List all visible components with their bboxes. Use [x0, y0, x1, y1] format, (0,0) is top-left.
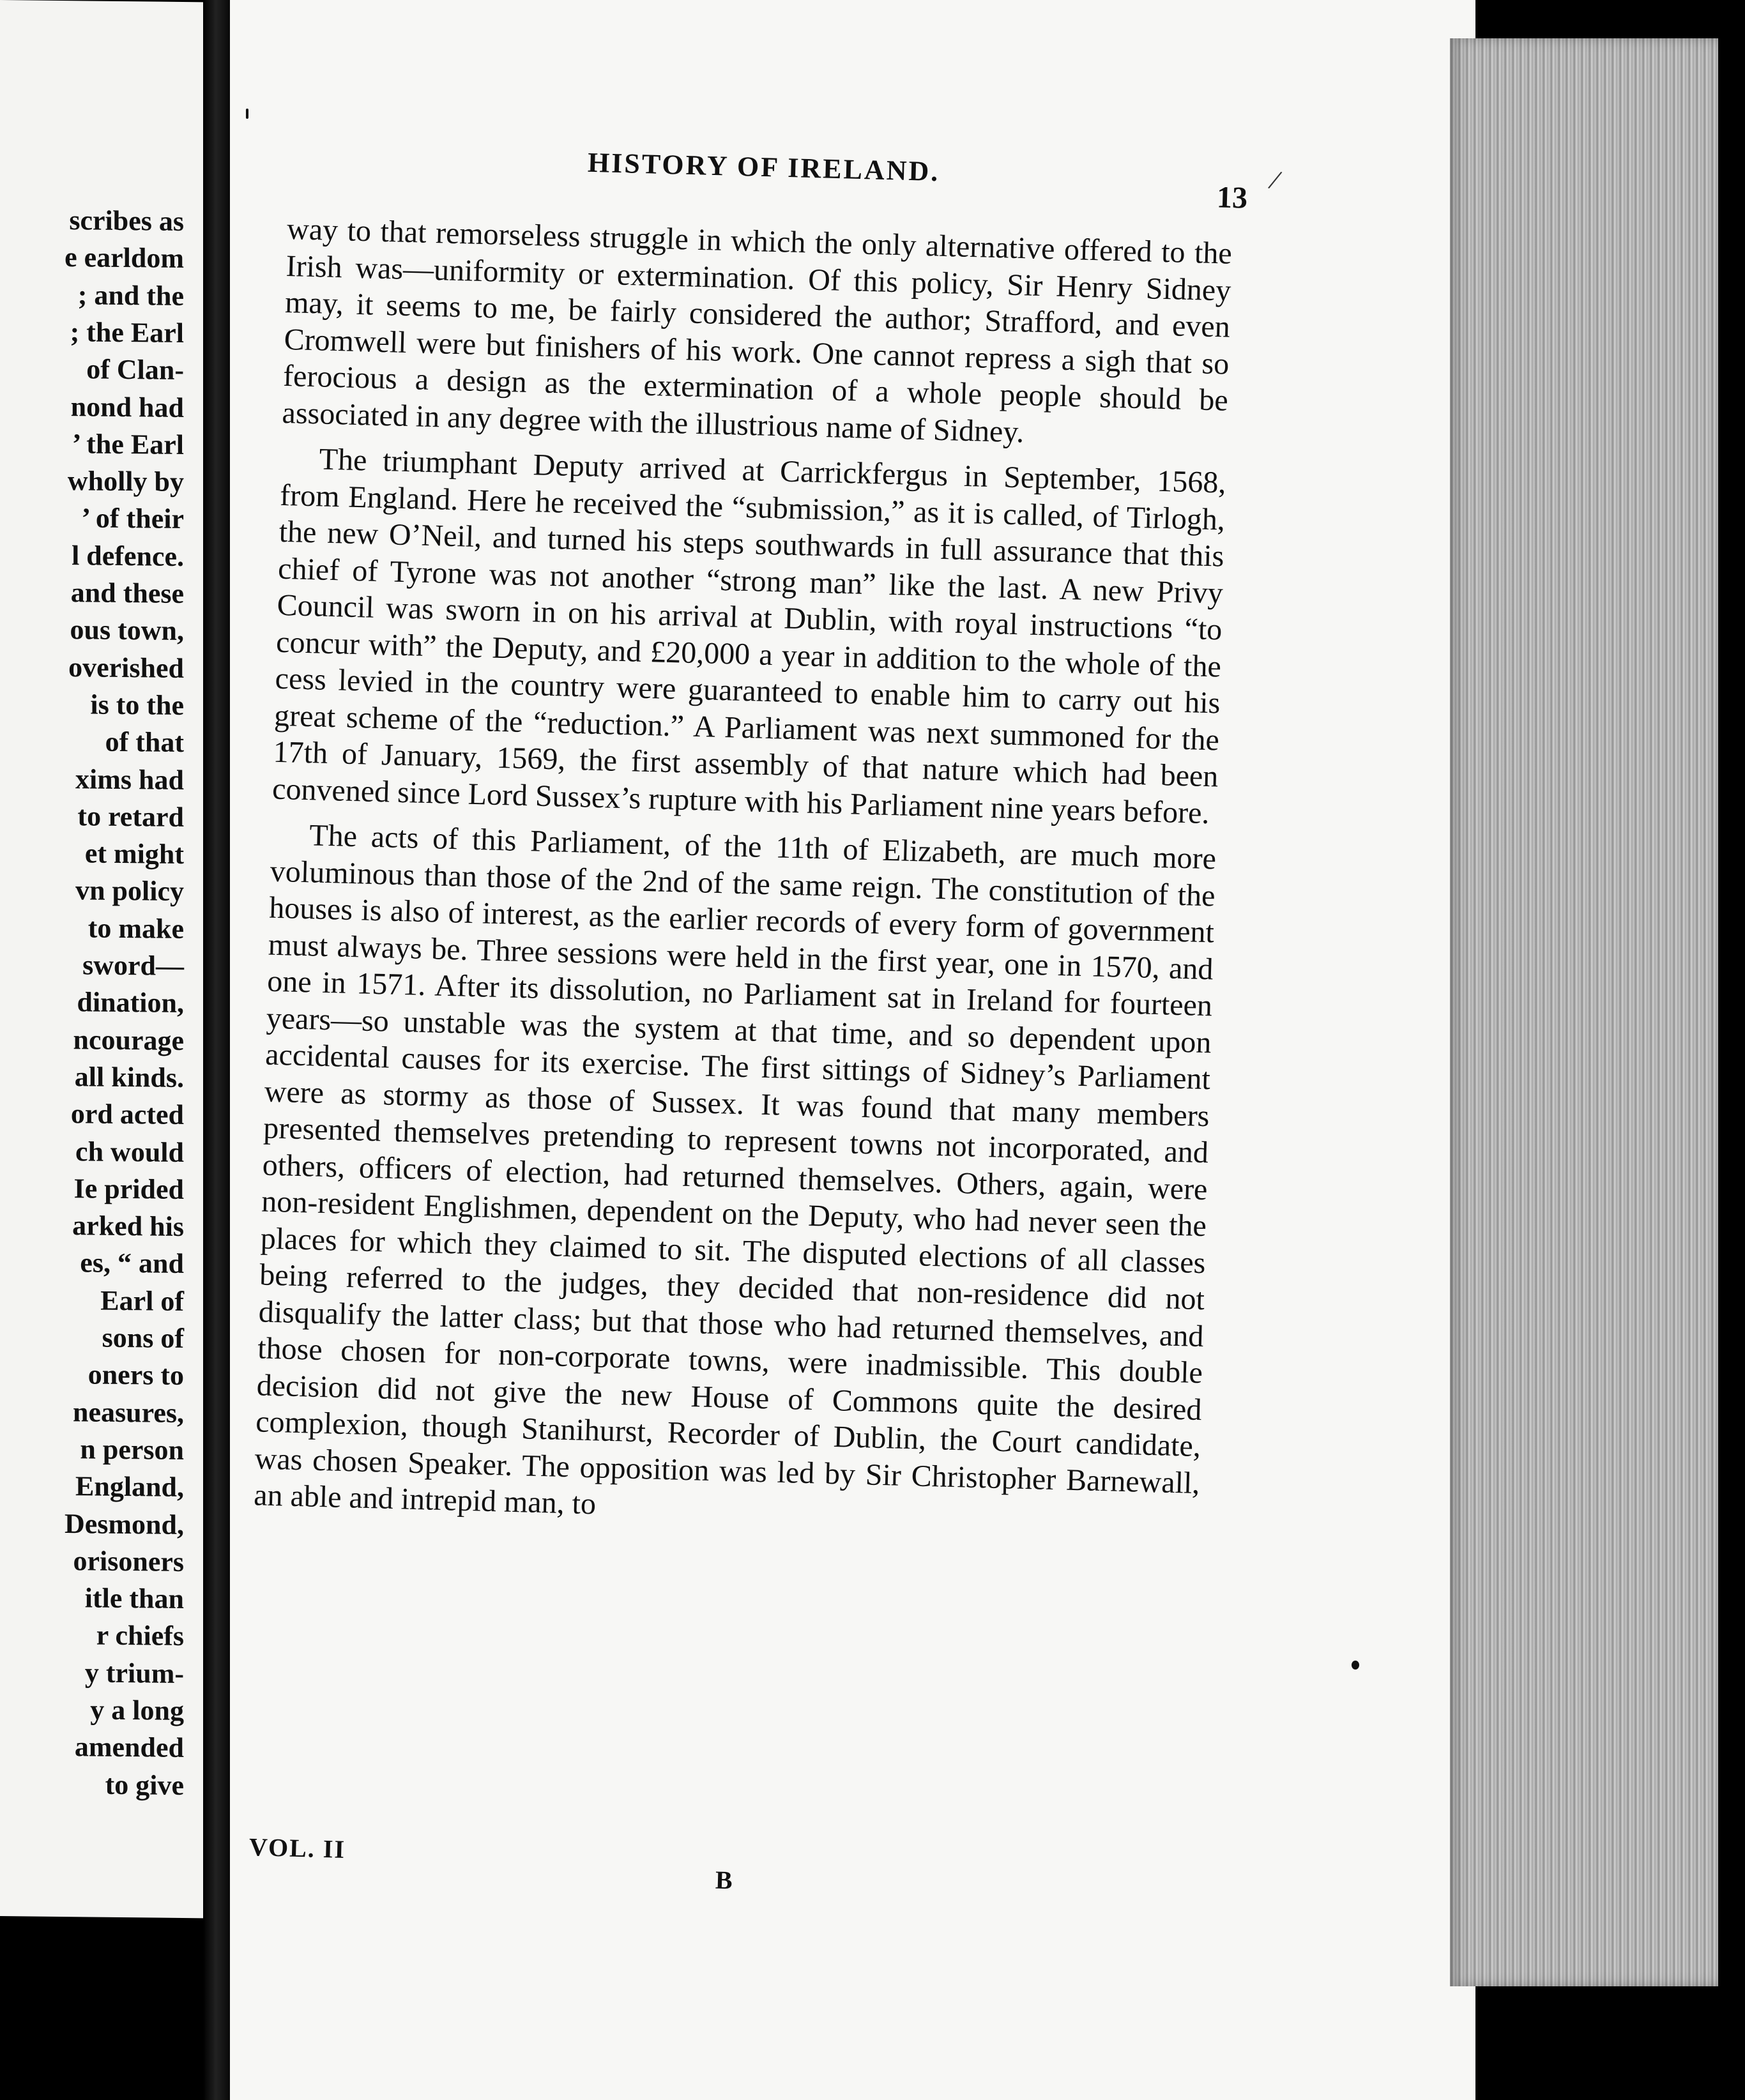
previous-page-line: l defence.: [72, 539, 184, 572]
previous-page-line: r chiefs: [96, 1619, 184, 1652]
previous-page-line: England,: [75, 1470, 184, 1503]
paragraph-3: The acts of this Parliament, of the 11th of Elizabeth, are much more voluminous than those of the 2nd of the same reign. The constitution of the houses is also of interest, as the earlier records of every form of government must always be. Three sessions were held in the first year, one in 1570, and one in 1571. After its dissolution, no Parliament sat in Ireland for fourteen years—so unstable was the system at that time, and so dependent upon accidental causes for its exercise. The first sittings of Sidney’s Parliament were as stormy as those of Sussex. It was found that many members presented themselves pretending to represent towns not incorporated, and others, officers of election, had returned themselves. Others, again, were non-resident Englishmen, dependent on the Deputy, who had never seen the places for which they claimed to sit. The disputed elections of all classes being referred to the judges, they decided that non-residence did not disqualify the latter class; but that those who had returned themselves, and those chosen for non-corporate towns, were inadmissible. This double decision did not give the new House of Commons quite the desired complexion, though Stanihurst, Recorder of Dublin, the Court candidate, was chosen Speaker. The opposition was led by Sir Christopher Barnewall, an able and intrepid man, to: [253, 818, 1217, 1521]
previous-page-line: wholly by: [67, 465, 184, 498]
previous-page-line: to make: [88, 912, 184, 945]
previous-page-line: y a long: [90, 1694, 184, 1727]
paragraph-1: way to that remorseless struggle in which the only alternative offered to the Irish was—uniformity or extermination. Of this policy, Sir Henry Sidney may, it seems to me, be fairly considered the author; Strafford, and even Cromwell were but finishers of his work. One cannot repress a sigh that so ferocious a design as the extermination of a whole people should be associated in any degree with the illustrious name of Sidney.: [282, 211, 1233, 449]
previous-page-line: itle than: [84, 1582, 184, 1615]
previous-page-line: es, “ and: [80, 1247, 184, 1280]
previous-page-line: scribes as: [69, 204, 184, 238]
previous-page-line: ; the Earl: [70, 316, 184, 349]
previous-page-line: ch would: [75, 1135, 184, 1168]
page-number: 13: [1216, 180, 1248, 215]
previous-page-line: et might: [84, 837, 184, 871]
page-edges-stack: [1450, 38, 1718, 1986]
previous-page-line: n person: [80, 1433, 184, 1466]
previous-page-line: to give: [105, 1769, 184, 1801]
previous-page-line: y trium-: [84, 1657, 184, 1689]
previous-page-line: amended: [74, 1731, 184, 1764]
previous-page-line: of Clan-: [86, 353, 184, 386]
body-text: [253, 211, 1232, 1548]
running-header: HISTORY OF IRELAND.: [587, 146, 940, 188]
previous-page-line: ous town,: [70, 614, 184, 647]
previous-page-line: ncourage: [73, 1023, 184, 1056]
previous-page-line: ’ of their: [81, 502, 184, 535]
previous-page-line: and these: [70, 577, 184, 610]
previous-page-line: nond had: [70, 390, 184, 423]
previous-page-line: orisoners: [73, 1544, 184, 1578]
previous-page-line: ; and the: [77, 278, 184, 312]
previous-page-line: overished: [68, 651, 184, 684]
previous-page-line: Desmond,: [64, 1507, 184, 1541]
previous-page-line: ’ the Earl: [72, 427, 184, 460]
previous-page-line: ord acted: [70, 1098, 184, 1131]
previous-page-line: all kinds.: [74, 1061, 184, 1093]
previous-page-line: oners to: [88, 1358, 184, 1392]
ink-speck: [1352, 1661, 1359, 1670]
ink-speck: [246, 109, 248, 119]
previous-page-line: Ie prided: [73, 1173, 184, 1205]
previous-page-line: vn policy: [75, 874, 184, 908]
paragraph-2: The triumphant Deputy arrived at Carrickfergus in September, 1568, from England. Here he received the “submission,” as it is called, of Tirlogh, the new O’Neil, and turned his steps southwards in full assurance that this chief of Tyrone was not another “strong man” like the last. A new Privy Council was sworn in on his arrival at Dublin, with royal instructions “to concur with” the Deputy, and £20,000 a year in addition to the whole of the cess levied in the country were guaranteed to enable him to carry out his great scheme of the “reduction.” A Parliament was next summoned for the 17th of January, 1569, the first assembly of that nature which had been convened since Lord Sussex’s rupture with his Parliament nine years before.: [271, 442, 1227, 830]
signature-mark: B: [715, 1865, 733, 1895]
previous-page-line: dination,: [77, 986, 184, 1019]
previous-page-line: Earl of: [100, 1284, 184, 1317]
previous-page-fragment: [0, 0, 203, 1918]
previous-page-line: sword—: [82, 949, 184, 982]
previous-page-line: xims had: [75, 763, 184, 796]
previous-page-line: to retard: [77, 800, 184, 833]
volume-signature: VOL. II: [248, 1832, 346, 1864]
pencil-mark-icon: /: [1265, 163, 1285, 197]
previous-page-text: [0, 0, 203, 1801]
previous-page-line: sons of: [102, 1321, 184, 1355]
previous-page-line: of that: [105, 726, 184, 759]
previous-page-line: arked his: [72, 1210, 184, 1243]
previous-page-line: is to the: [90, 689, 184, 721]
previous-page-line: e earldom: [65, 241, 184, 275]
previous-page-line: neasures,: [73, 1396, 184, 1429]
